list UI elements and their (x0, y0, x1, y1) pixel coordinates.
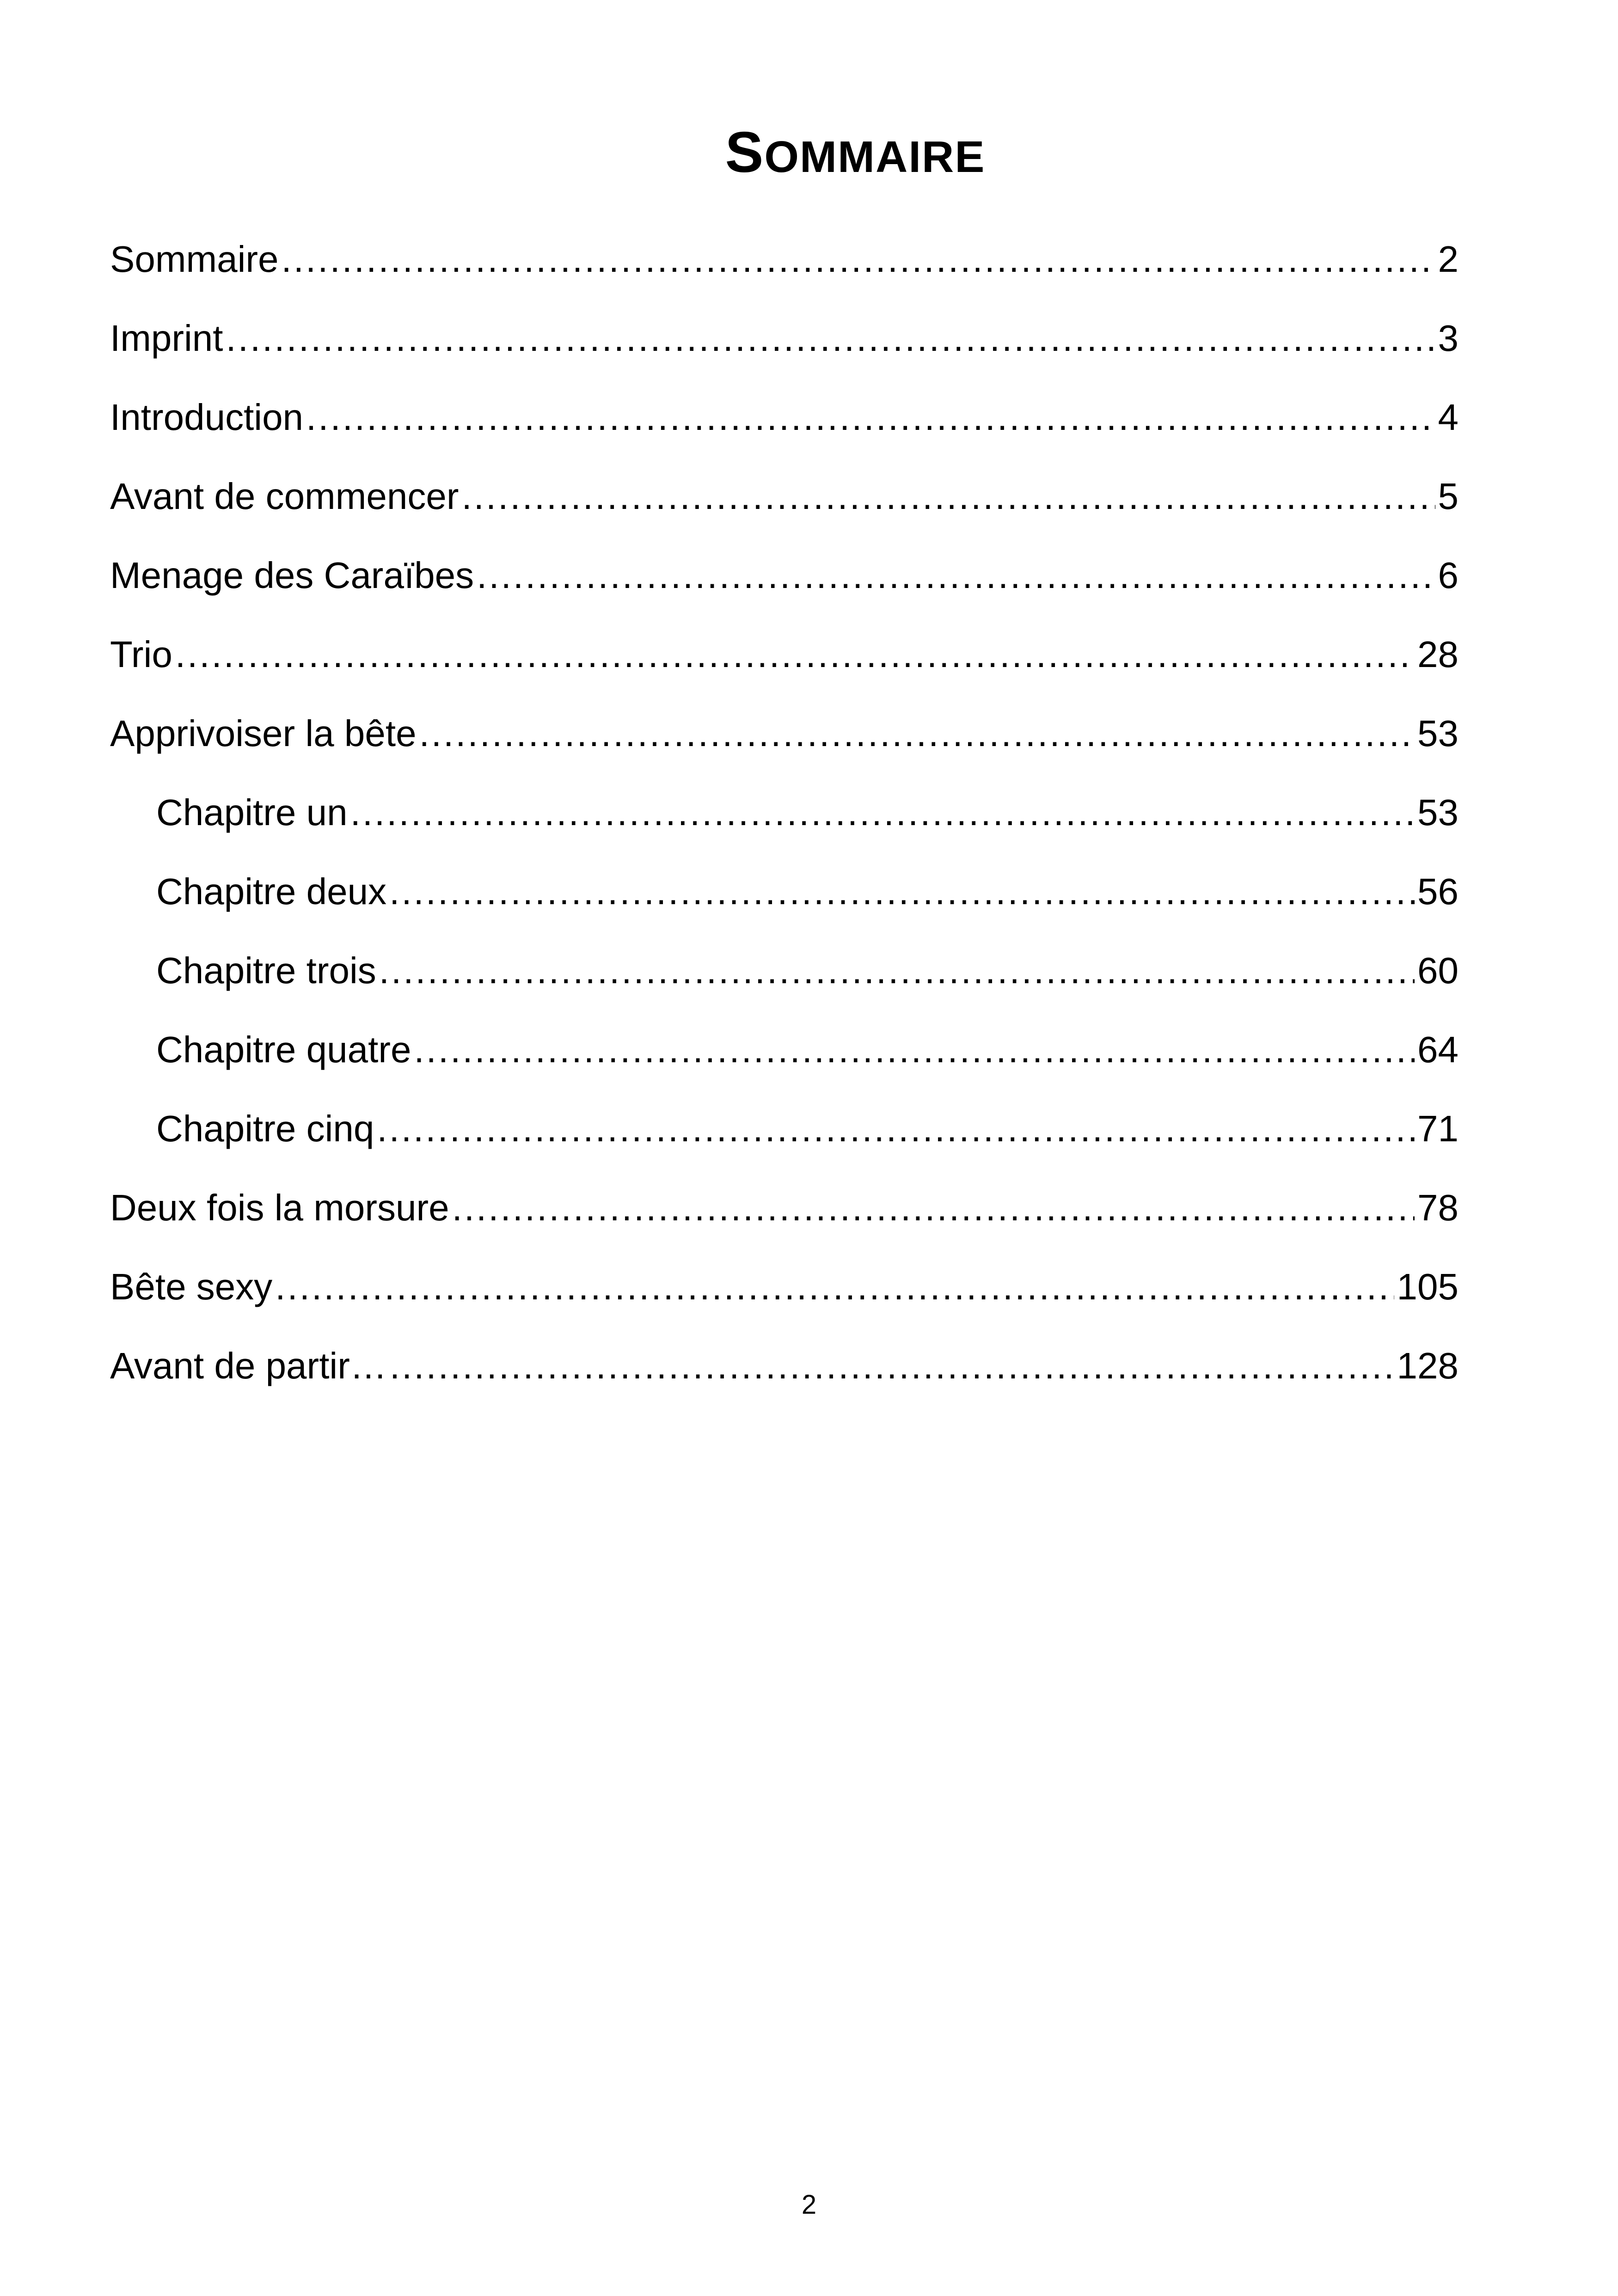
toc-entry[interactable] (110, 536, 1459, 615)
toc-dot-leader (452, 1185, 1415, 1231)
toc-entry-page: 3 (1438, 317, 1459, 359)
toc-entry[interactable] (110, 1168, 1459, 1247)
toc-entry-label: Chapitre un (156, 791, 348, 833)
toc-entry[interactable] (110, 378, 1459, 457)
toc-entry[interactable] (110, 457, 1459, 536)
toc-entry-page: 53 (1417, 712, 1459, 754)
toc-entry-page: 60 (1417, 949, 1459, 991)
toc-dot-leader (390, 1343, 1394, 1389)
toc-entry-label: Chapitre cinq (156, 1108, 374, 1149)
toc-entry-page: 53 (1417, 791, 1459, 833)
toc-entry[interactable] (110, 1326, 1459, 1405)
toc-entry-page: 56 (1417, 870, 1459, 912)
toc-entry-label: Trio (110, 633, 172, 675)
toc-subentry[interactable] (110, 1010, 1459, 1089)
page-title (0, 118, 1618, 192)
toc-dot-leader (350, 790, 1415, 836)
toc-entry-page: 28 (1417, 633, 1459, 675)
toc-dot-leader (414, 1027, 1415, 1073)
toc-entry-page: 6 (1438, 554, 1459, 596)
toc-entry-page: 4 (1438, 396, 1459, 438)
toc-entry-label: Apprivoiser la bête (110, 712, 417, 754)
toc-dot-leader (226, 315, 1435, 361)
toc-dot-leader (282, 236, 1435, 282)
toc-entry-label: Chapitre quatre (156, 1029, 411, 1070)
toc-entry-label: Avant de commencer (110, 475, 459, 517)
toc-dot-leader (389, 869, 1415, 915)
toc-entry[interactable] (110, 615, 1459, 694)
toc-entry-page: 2 (1438, 238, 1459, 280)
toc-entry-label: Imprint (110, 317, 223, 359)
toc-entry-label: Introduction (110, 396, 304, 438)
toc-entry-page: 5 (1438, 475, 1459, 517)
table-of-contents (110, 220, 1459, 1405)
toc-entry-page: 128 (1397, 1345, 1459, 1386)
toc-subentry[interactable] (110, 1089, 1459, 1168)
toc-entry-label: Avant de partir… (110, 1345, 387, 1386)
page-title-first-letter: S (725, 121, 765, 184)
toc-dot-leader (477, 552, 1435, 599)
toc-entry[interactable] (110, 694, 1459, 773)
toc-entry-page: 105 (1397, 1266, 1459, 1307)
toc-entry-page: 64 (1417, 1029, 1459, 1070)
toc-dot-leader (306, 394, 1435, 441)
toc-dot-leader (419, 710, 1415, 757)
toc-entry[interactable] (110, 220, 1459, 299)
toc-entry-label: Chapitre deux (156, 870, 387, 912)
page-number: 2 (801, 2190, 817, 2220)
toc-subentry[interactable] (110, 852, 1459, 931)
toc-dot-leader (175, 631, 1415, 678)
toc-subentry[interactable] (110, 931, 1459, 1010)
toc-entry-label: Menage des Caraïbes (110, 554, 474, 596)
toc-entry-label: Sommaire (110, 238, 279, 280)
toc-subentry[interactable] (110, 773, 1459, 852)
toc-entry-page: 78 (1417, 1187, 1459, 1228)
toc-dot-leader (379, 948, 1415, 994)
toc-entry-label: Bête sexy (110, 1266, 273, 1307)
toc-entry[interactable] (110, 1247, 1459, 1326)
toc-entry-label: Chapitre trois (156, 949, 376, 991)
toc-dot-leader (275, 1264, 1394, 1310)
page-title-rest: OMMAIRE (764, 132, 986, 182)
toc-entry[interactable] (110, 299, 1459, 378)
toc-dot-leader (377, 1106, 1415, 1152)
toc-entry-page: 71 (1417, 1108, 1459, 1149)
toc-entry-label: Deux fois la morsure (110, 1187, 449, 1228)
toc-dot-leader (461, 473, 1435, 520)
